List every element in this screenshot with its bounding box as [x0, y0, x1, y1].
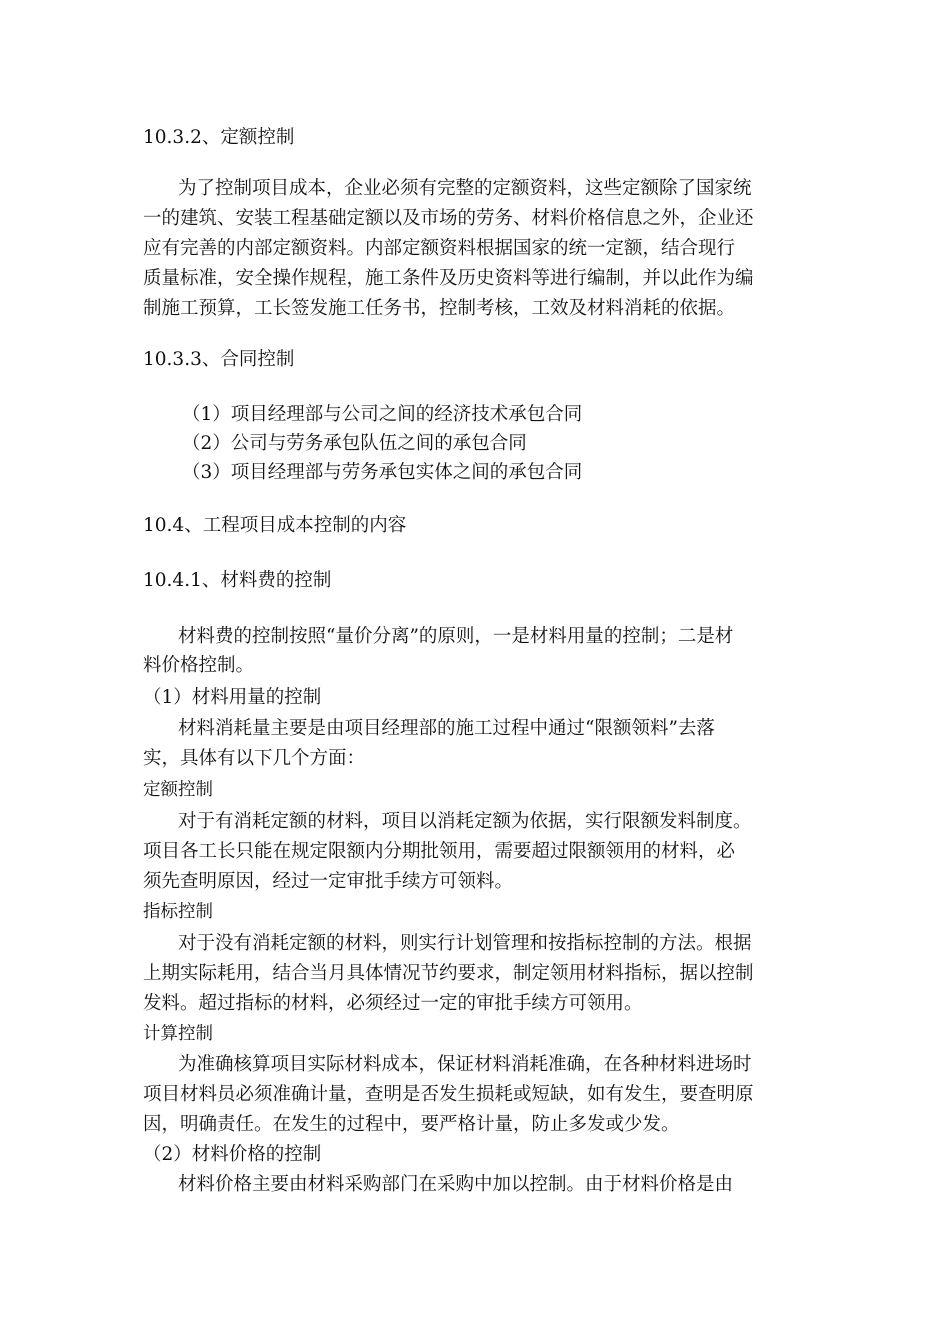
label-calculation-control: 计算控制	[143, 1024, 213, 1044]
paragraph-line: 应有完善的内部定额资料。内部定额资料根据国家的统一定额，结合现行	[143, 238, 736, 259]
subheading-material-price: （2）材料价格的控制	[143, 1144, 322, 1165]
paragraph-line: 材料价格主要由材料采购部门在采购中加以控制。由于材料价格是由	[178, 1174, 734, 1195]
paragraph-line: 实，具体有以下几个方面：	[143, 748, 366, 769]
label-index-control: 指标控制	[143, 902, 213, 922]
list-item: （1）项目经理部与公司之间的经济技术承包合同	[182, 404, 583, 425]
paragraph-line: 项目各工长只能在规定限额内分期批领用，需要超过限额领用的材料，必	[143, 841, 736, 862]
paragraph-line: 料价格控制。	[143, 655, 255, 676]
paragraph-line: 制施工预算，工长签发施工任务书，控制考核，工效及材料消耗的依据。	[143, 298, 736, 319]
paragraph-line: 材料消耗量主要是由项目经理部的施工过程中通过“限额领料”去落	[178, 718, 715, 739]
paragraph-line: 项目材料员必须准确计量，查明是否发生损耗或短缺，如有发生，要查明原	[143, 1084, 754, 1105]
paragraph-line: 为准确核算项目实际材料成本，保证材料消耗准确，在各种材料进场时	[178, 1054, 752, 1075]
paragraph-line: 质量标准，安全操作规程，施工条件及历史资料等进行编制，并以此作为编	[143, 268, 754, 289]
list-item: （2）公司与劳务承包队伍之间的承包合同	[182, 433, 527, 454]
paragraph-line: 材料费的控制按照“量价分离”的原则，一是材料用量的控制；二是材	[178, 626, 734, 647]
list-item: （3）项目经理部与劳务承包实体之间的承包合同	[182, 462, 583, 483]
section-heading-10-3-2: 10.3.2、定额控制	[143, 127, 295, 148]
paragraph-line: 须先查明原因，经过一定审批手续方可领料。	[143, 871, 514, 892]
paragraph-line: 发料。超过指标的材料，必须经过一定的审批手续方可领用。	[143, 993, 643, 1014]
subheading-material-usage: （1）材料用量的控制	[143, 687, 322, 708]
paragraph-line: 一的建筑、安装工程基础定额以及市场的劳务、材料价格信息之外，企业还	[143, 208, 754, 229]
section-heading-10-3-3: 10.3.3、合同控制	[143, 349, 295, 370]
section-heading-10-4-1: 10.4.1、材料费的控制	[143, 570, 332, 591]
paragraph-line: 上期实际耗用，结合当月具体情况节约要求，制定领用材料指标，据以控制	[143, 963, 754, 984]
paragraph-line: 为了控制项目成本，企业必须有完整的定额资料，这些定额除了国家统	[178, 178, 752, 199]
label-quota-control: 定额控制	[143, 780, 213, 800]
paragraph-line: 对于没有消耗定额的材料，则实行计划管理和按指标控制的方法。根据	[178, 933, 752, 954]
paragraph-line: 因，明确责任。在发生的过程中，要严格计量，防止多发或少发。	[143, 1114, 680, 1135]
paragraph-line: 对于有消耗定额的材料，项目以消耗定额为依据，实行限额发料制度。	[178, 811, 752, 832]
section-heading-10-4: 10.4、工程项目成本控制的内容	[143, 515, 407, 536]
